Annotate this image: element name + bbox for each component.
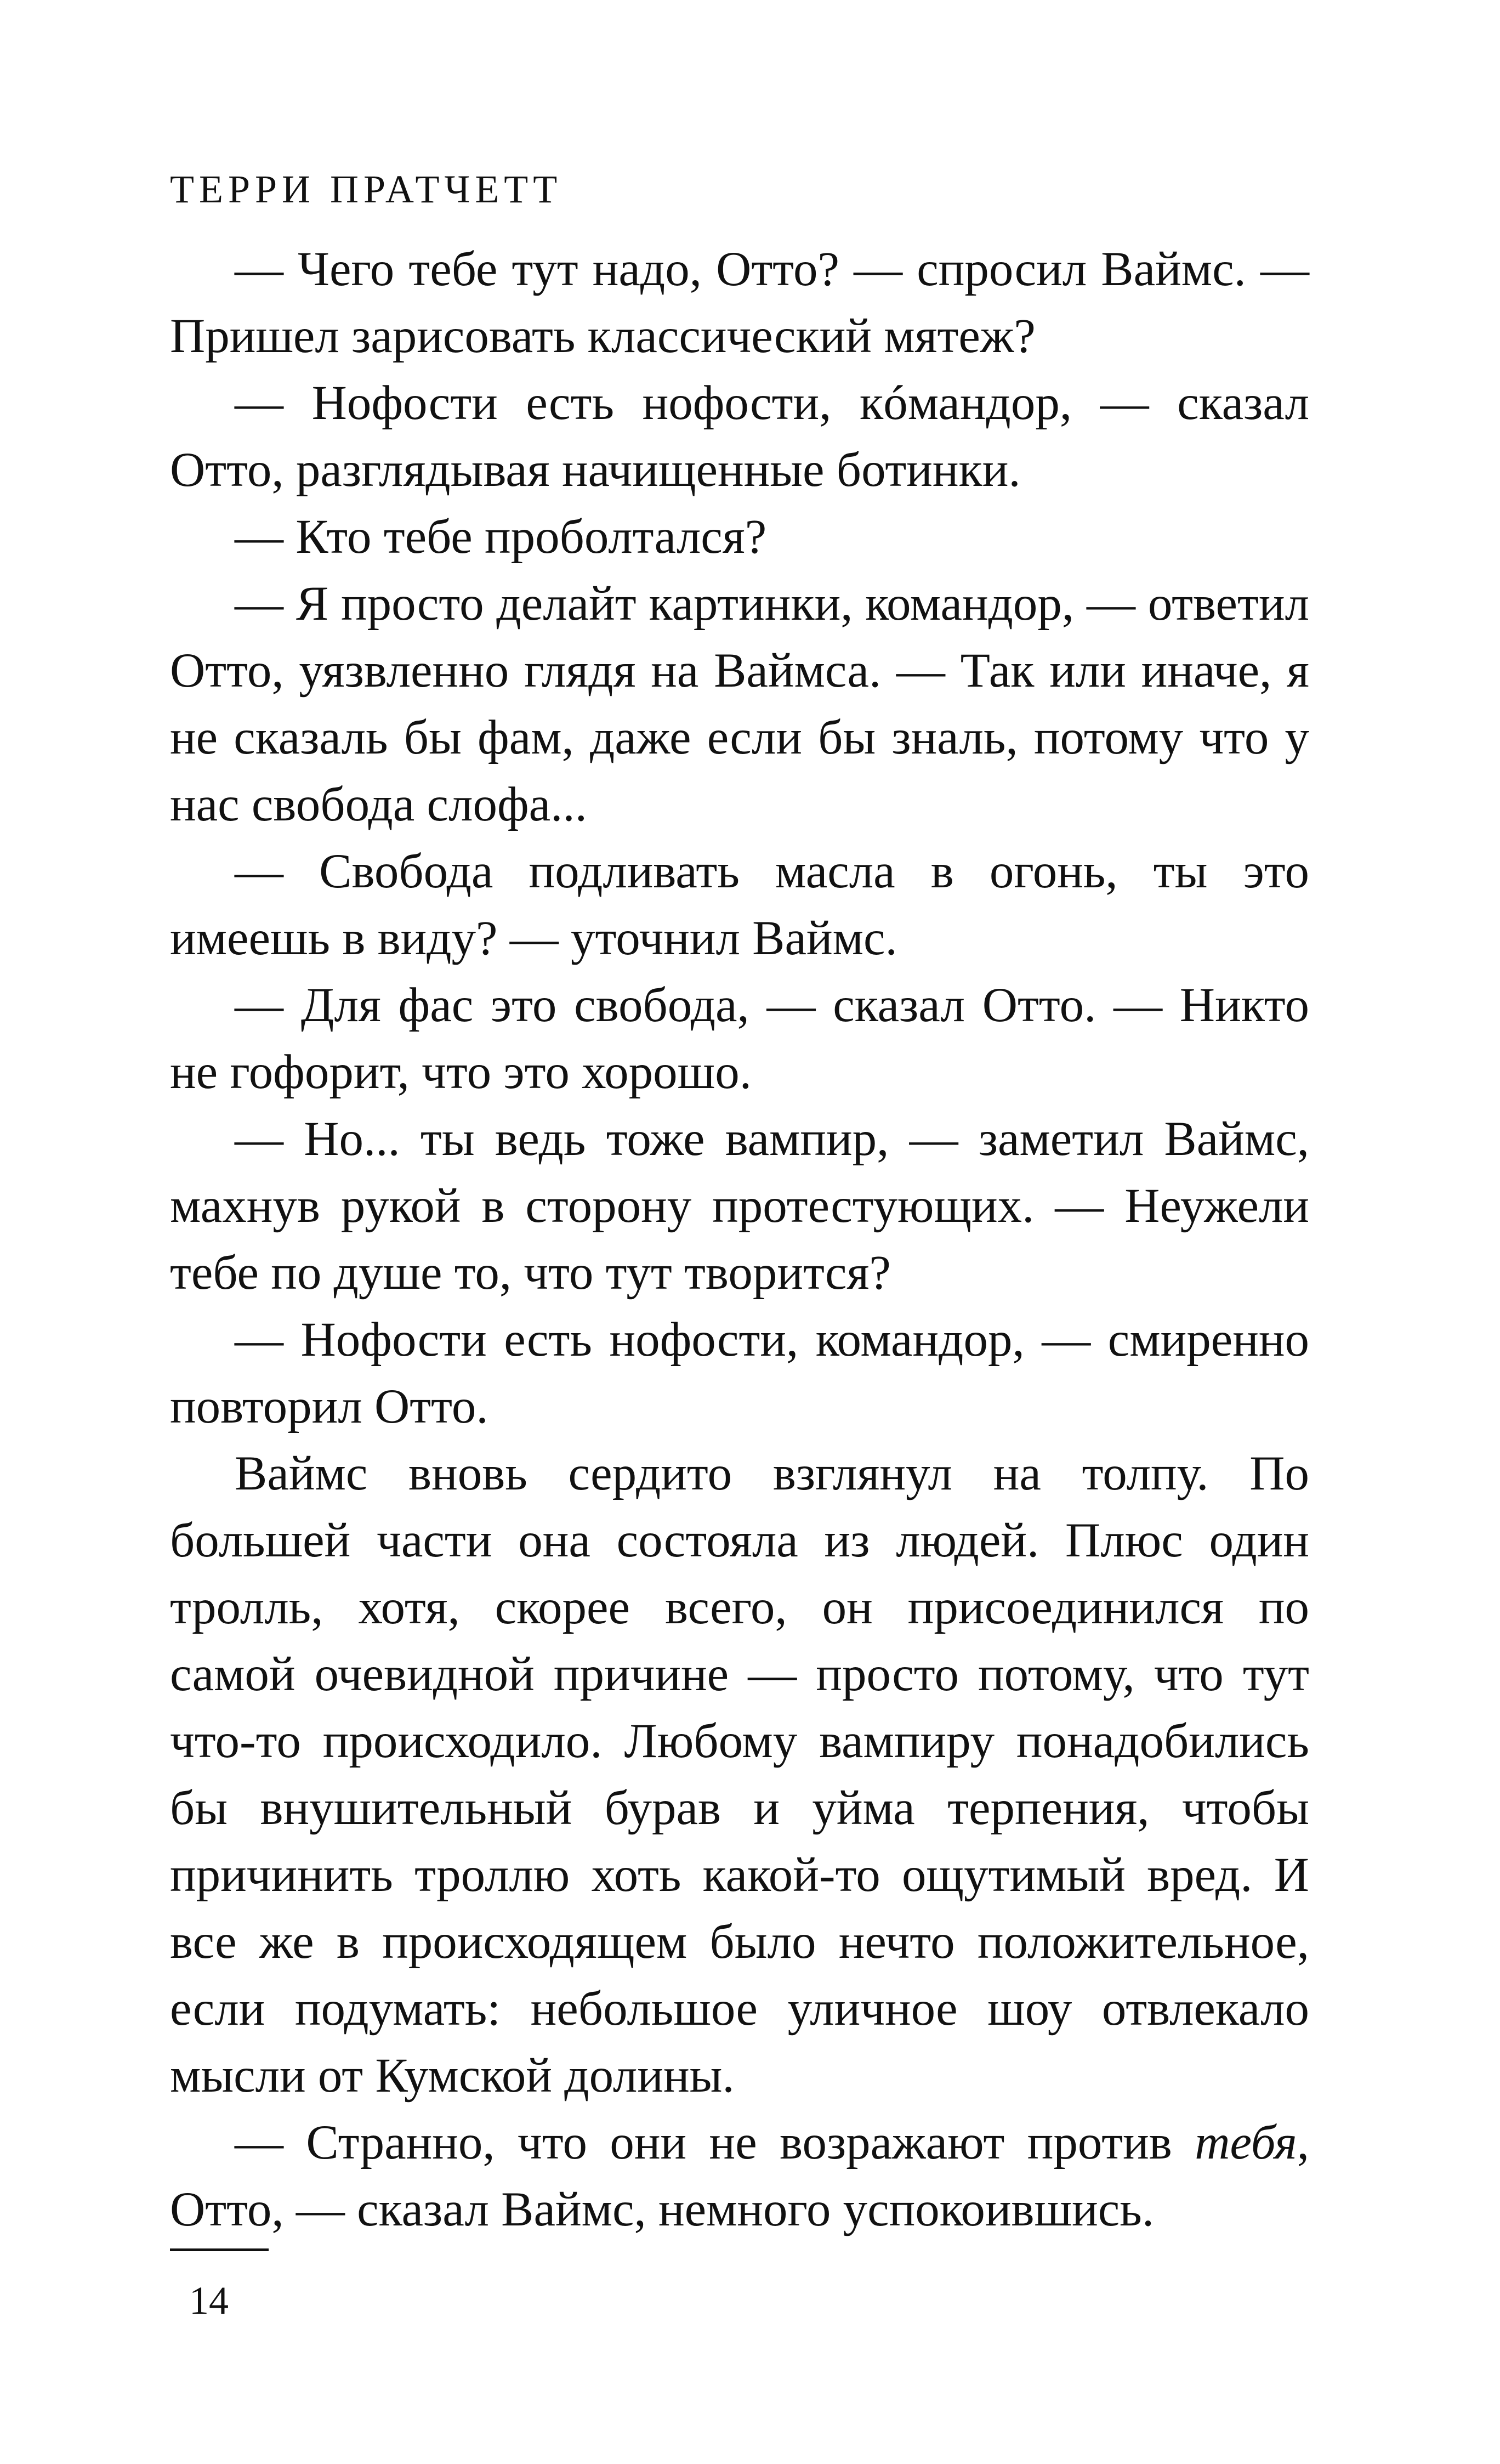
emphasized-word: тебя xyxy=(1195,2116,1297,2170)
paragraph-last xyxy=(170,2109,1309,2243)
paragraph: — Нофости есть нофости, кóмандор, — сказал Отто, разглядывая начищенные ботинки. xyxy=(170,376,1309,497)
page-number: 14 xyxy=(189,2279,229,2323)
text-run: — Странно, что они не возражают против xyxy=(235,2116,1195,2170)
paragraph: — Нофости есть нофости, командор, — смиренно повторил Отто. xyxy=(170,1313,1309,1434)
running-header: ТЕРРИ ПРАТЧЕТТ xyxy=(170,167,562,211)
paragraph: — Для фас это свобода, — сказал Отто. — Никто не гофорит, что это хорошо. xyxy=(170,978,1309,1099)
paragraph: — Я просто делайт картинки, командор, — ответил Отто, уязвленно глядя на Ваймса. — Так или иначе, я не сказаль бы фам, даже если бы зналь, потому что у нас свобода слофа... xyxy=(170,577,1309,831)
text-run: , Отто, — сказал Ваймс, немного успокоившись. xyxy=(170,2116,1309,2236)
footer-rule xyxy=(170,2248,269,2251)
body-text xyxy=(170,236,1309,2243)
paragraph: Ваймс вновь сердито взглянул на толпу. По большей части она состояла из людей. Плюс один тролль, хотя, скорее всего, он присоединился по самой очевидной причине — просто потому, что тут что-то происходило. Любому вампиру понадобились бы внушительный бурав и уйма терпения, чтобы причинить троллю хоть какой-то ощутимый вред. И все же в происходящем было нечто положительное, если подумать: небольшое уличное шоу отвлекало мысли от Кумской долины. xyxy=(170,1447,1309,2103)
paragraph: — Кто тебе проболтался? xyxy=(235,510,767,564)
paragraph: — Чего тебе тут надо, Отто? — спросил Ваймс. — Пришел зарисовать классический мятеж? xyxy=(170,242,1309,363)
paragraph: — Свобода подливать масла в огонь, ты это имеешь в виду? — уточнил Ваймс. xyxy=(170,845,1309,965)
paragraph: — Но... ты ведь тоже вампир, — заметил Ваймс, махнув рукой в сторону протестующих. — Неужели тебе по душе то, что тут творится? xyxy=(170,1112,1309,1300)
